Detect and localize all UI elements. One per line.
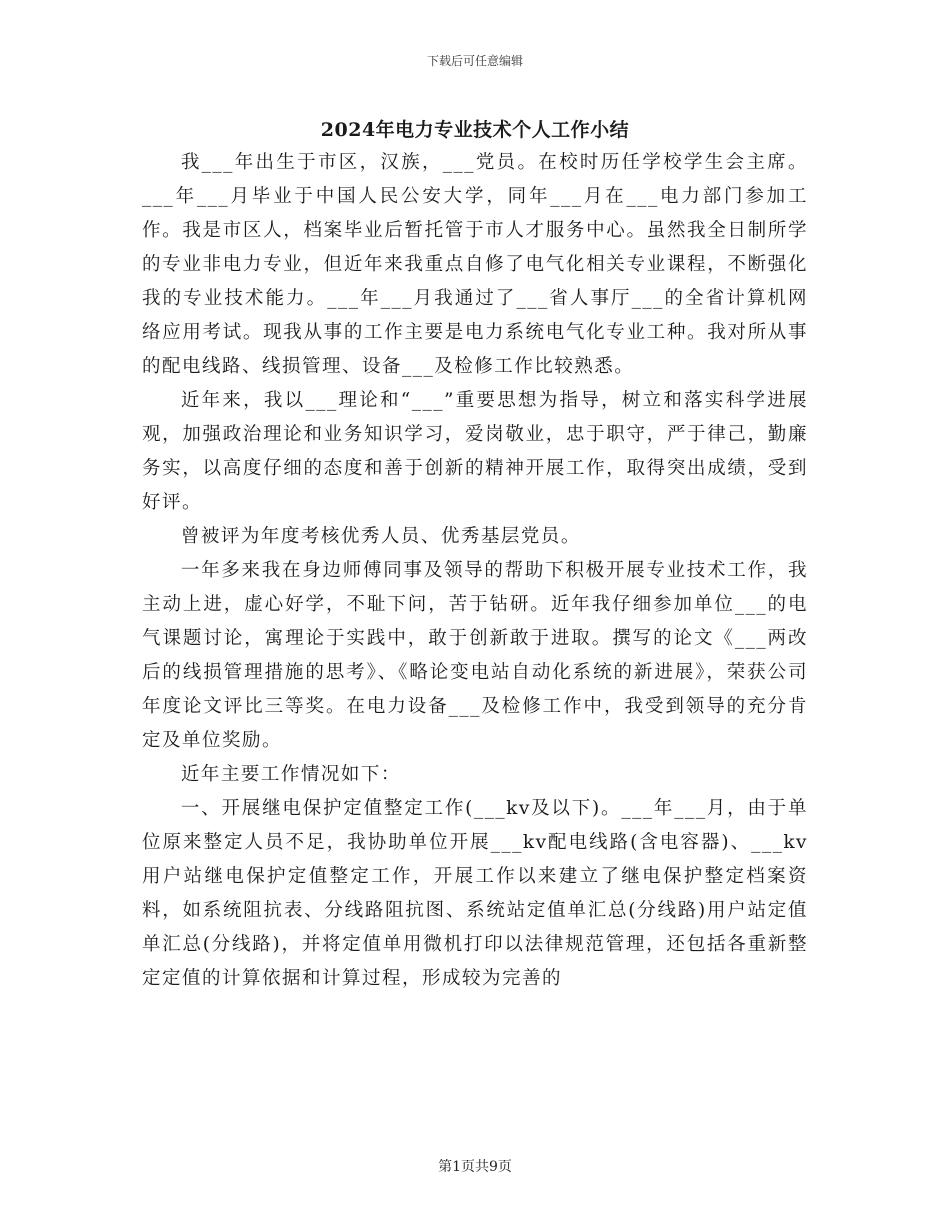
paragraph: 近年主要工作情况如下：: [180, 764, 401, 785]
document-title: 2024年电力专业技术个人工作小结: [320, 119, 630, 141]
paragraph: 我___年出生于市区，汉族，___党员。在校时历任学校学生会主席。___年___月毕业于中国人民公安大学，同年___月在___电力部门参加工作。我是市区人，档案毕业后暂托管于市人才服务中心。虽然我全日制所学的专业非电力专业，但近年来我重点自修了电气化相关专业课程，不断强化我的专业技术能力。___年___月我通过了___省人事厅___的全省计算机网络应用考试。现我从事的工作主要是电力系统电气化专业工种。我对所从事的配电线路、线损管理、设备___及检修工作比较熟悉。: [142, 152, 808, 377]
paragraph: 一、开展继电保护定值整定工作(___kv及以下)。___年___月，由于单位原来整定人员不足，我协助单位开展___kv配电线路(含电容器)、___kv用户站继电保护定值整定工作，开展工作以来建立了继电保护整定档案资料，如系统阻抗表、分线路阻抗图、系统站定值单汇总(分线路)用户站定值单汇总(分线路)，并将定值单用微机打印以法律规范管理，还包括各重新整定定值的计算依据和计算过程，形成较为完善的: [142, 798, 808, 989]
paragraph: 曾被评为年度考核优秀人员、优秀基层党员。: [180, 526, 581, 547]
paragraph: 一年多来我在身边师傅同事及领导的帮助下积极开展专业技术工作，我主动上进，虚心好学，不耻下问，苦于钻研。近年我仔细参加单位___的电气课题讨论，寓理论于实践中，敢于创新敢于进取。撰写的论文《___两改后的线损管理措施的思考》、《略论变电站自动化系统的新进展》，荣获公司年度论文评比三等奖。在电力设备___及检修工作中，我受到领导的充分肯定及单位奖励。: [142, 560, 808, 751]
document-body: [142, 146, 808, 996]
paragraph: 近年来，我以___理论和“___”重要思想为指导，树立和落实科学进展观，加强政治理论和业务知识学习，爱岗敬业，忠于职守，严于律己，勤廉务实，以高度仔细的态度和善于创新的精神开展工作，取得突出成绩，受到好评。: [142, 390, 808, 513]
page-footer: 第1页共9页: [438, 1159, 512, 1175]
page-header: 下载后可任意编辑: [426, 54, 523, 68]
